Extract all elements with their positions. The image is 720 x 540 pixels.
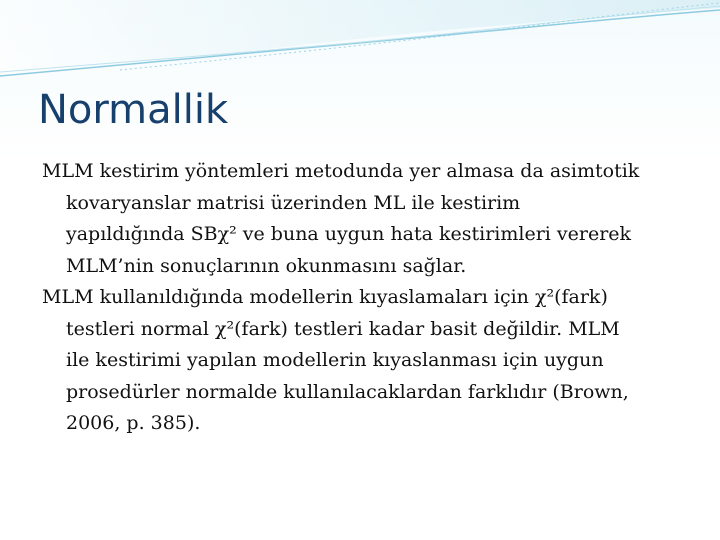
slide-title: Normallik (38, 87, 229, 133)
paragraph-2: MLM kullanıldığında modellerin kıyaslamaları için χ²(fark) testleri normal χ²(fark) testleri kadar basit değildir. MLM ile kestirimi yapılan modellerin kıyaslanması için uygun prosedürler normalde kullanılacaklardan farklıdır (Brown, 2006, p. 385). (42, 286, 629, 434)
slide-body (42, 156, 642, 440)
paragraph-1: MLM kestirim yöntemleri metodunda yer almasa da asimtotik kovaryanslar matrisi üzerinden ML ile kestirim yapıldığında SBχ² ve buna uygun hata kestirimleri vererek MLM’nin sonuçlarının okunmasını sağlar. (42, 160, 640, 277)
header-wave-decoration (0, 0, 720, 80)
